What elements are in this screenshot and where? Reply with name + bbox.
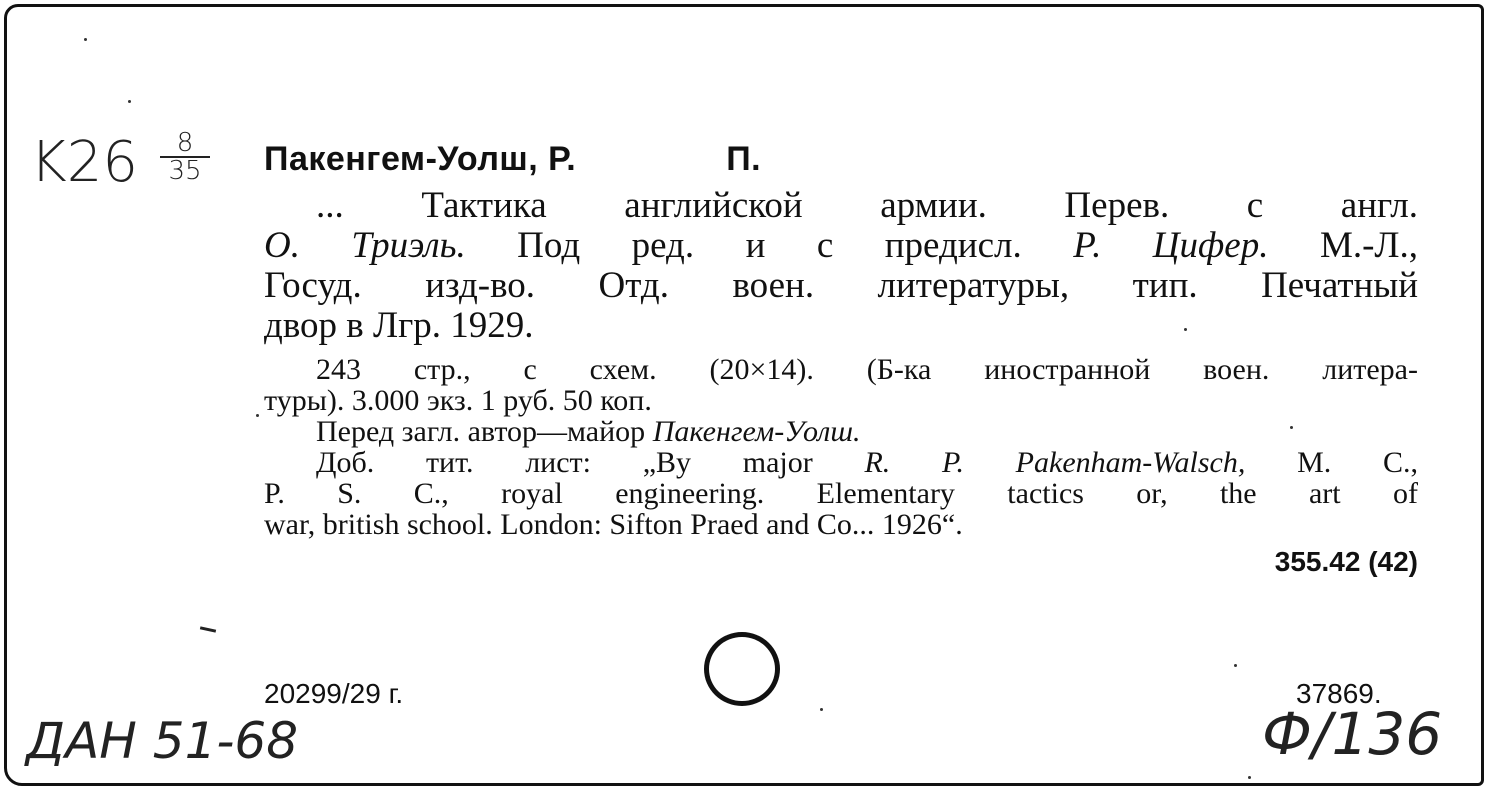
responsibility-line [264, 226, 1418, 266]
place: М.-Л., [1319, 225, 1419, 266]
speck [1184, 328, 1187, 331]
speck [256, 414, 259, 417]
note-added-title-line-2: P. S. C., royal engineering. Elementary tactics or, the art of [264, 477, 1418, 510]
handwritten-accession: ДАН 51-68 [26, 712, 299, 770]
editor: Р. Цифер. [1073, 225, 1269, 266]
shelfmark-fraction [160, 130, 210, 184]
translator: О. Триэль. [264, 225, 466, 266]
handwritten-shelfmark [30, 130, 138, 195]
card-description [264, 186, 1418, 346]
author-initial: П. [726, 140, 762, 178]
note-added-title-line-3: war, british school. London: Sifton Praed and Co... 1926“. [264, 508, 963, 541]
speck [1234, 664, 1237, 667]
title-line: ... Тактика английской армии. Перев. с англ. [316, 185, 1418, 226]
handwritten-fund-number: Ф/136 [1262, 700, 1443, 768]
speck [820, 708, 823, 711]
note-author: Перед загл. автор—майор Пакенгем-Уолш. [316, 415, 861, 448]
year-line: двор в Лгр. 1929. [264, 305, 534, 346]
class-number: 355.42 (42) [1274, 546, 1418, 577]
note-added-title: Доб. тит. лист: „By major R. P. Pakenham-Walsch, M. C., [316, 446, 1418, 479]
shelfmark-code: K26 [30, 130, 138, 195]
note-added-title-name: R. P. Pakenham-Walsch, [864, 446, 1246, 479]
editor-prefix: Под ред. и с предисл. [465, 225, 1022, 266]
shelfmark-fraction-top: 8 [160, 130, 210, 158]
author-name: Пакенгем-Уолш, Р. [264, 140, 577, 178]
speck [1248, 776, 1251, 779]
collation-line-2: туры). 3.000 экз. 1 руб. 50 коп. [264, 384, 652, 417]
shelfmark-fraction-bottom: 35 [168, 156, 202, 186]
collation-block [264, 354, 1418, 540]
publisher-line: Госуд. изд-во. Отд. воен. литературы, тип. Печатный [264, 265, 1418, 306]
punch-hole [704, 632, 780, 706]
order-number: 20299/29 г. [264, 678, 404, 709]
speck [128, 100, 131, 103]
inventory-number: 37869. [1296, 678, 1382, 709]
note-author-name: Пакенгем-Уолш. [652, 415, 861, 448]
speck [1290, 426, 1293, 429]
speck [84, 38, 87, 41]
author-heading [264, 140, 761, 179]
collation-line: 243 стр., с схем. (20×14). (Б-ка иностранной воен. литера- [316, 353, 1418, 386]
